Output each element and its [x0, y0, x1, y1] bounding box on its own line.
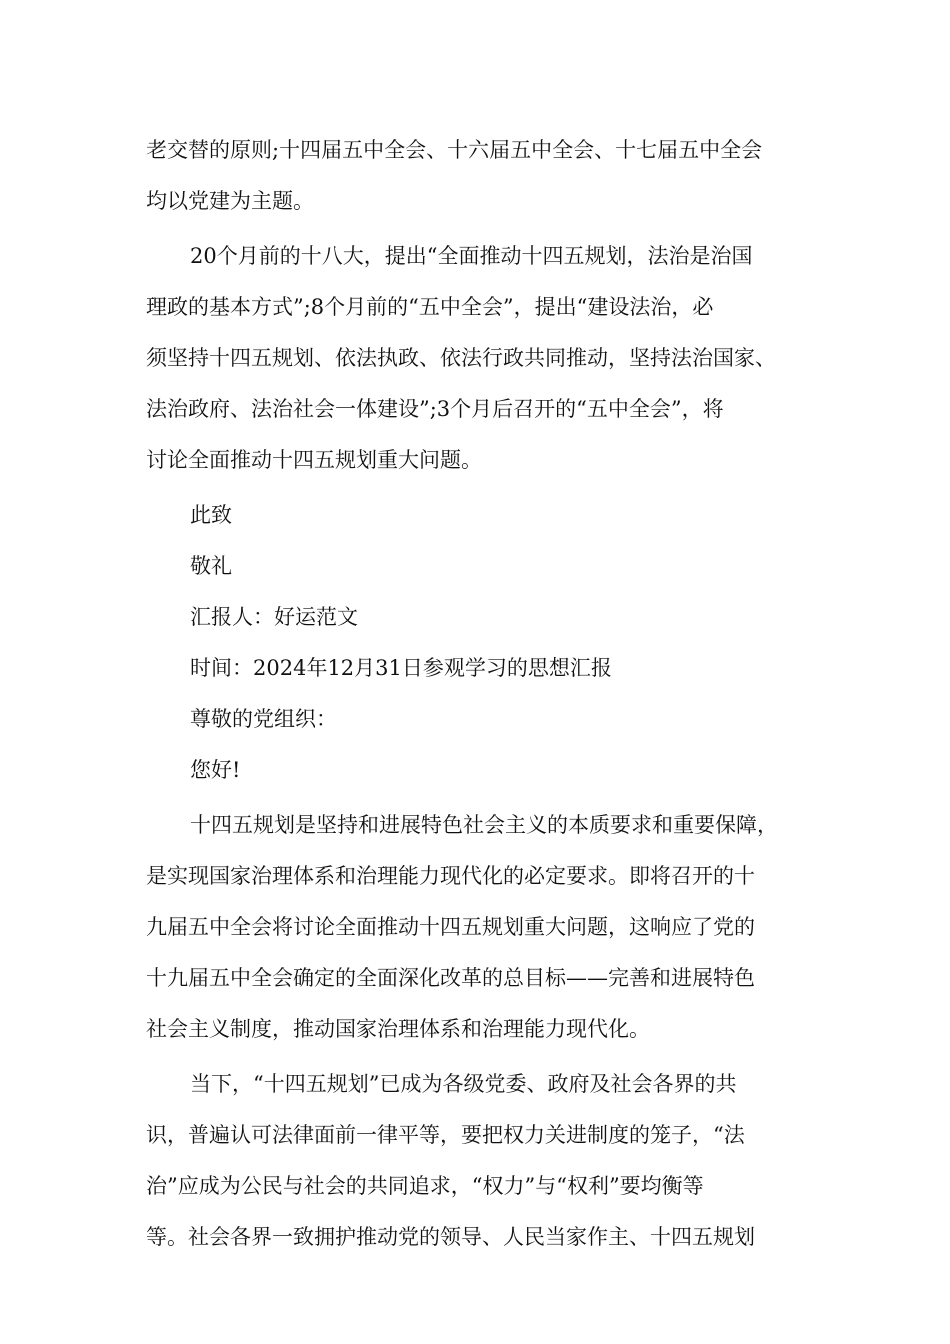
paragraph-2: [146, 231, 811, 486]
text-line: 您好!: [190, 758, 241, 782]
reporter-line: [146, 592, 811, 643]
text-line: 十四五规划是坚持和进展特色社会主义的本质要求和重要保障，: [190, 813, 778, 837]
text-line: 当下，“十四五规划”已成为各级党委、政府及社会各界的共: [190, 1072, 737, 1096]
paragraph-4: [146, 1059, 811, 1263]
closing-regards: [146, 541, 811, 592]
text-line: 讨论全面推动十四五规划重大问题。: [146, 448, 482, 472]
text-line: 老交替的原则;十四届五中全会、十六届五中全会、十七届五中全会: [146, 138, 763, 162]
paragraph-3: [146, 800, 811, 1055]
text-line: 法治政府、法治社会一体建设”;3个月后召开的“五中全会”，将: [146, 397, 724, 421]
text-line: 是实现国家治理体系和治理能力现代化的必定要求。即将召开的十: [146, 864, 755, 888]
text-line: 敬礼: [190, 554, 232, 578]
text-line: 治”应成为公民与社会的共同追求，“权力”与“权利”要均衡等: [146, 1174, 704, 1198]
text-line: 此致: [190, 503, 232, 527]
text-line: 九届五中全会将讨论全面推动十四五规划重大问题，这响应了党的: [146, 915, 755, 939]
greeting-addressee: [146, 694, 811, 745]
text-line: 尊敬的党组织：: [190, 707, 337, 731]
text-line: 时间：2024年12月31日参观学习的思想汇报: [190, 656, 612, 680]
text-line: 社会主义制度，推动国家治理体系和治理能力现代化。: [146, 1017, 650, 1041]
text-line: 识，普遍认可法律面前一律平等，要把权力关进制度的笼子，“法: [146, 1123, 745, 1147]
text-line: 须坚持十四五规划、依法执政、依法行政共同推动，坚持法治国家、: [146, 346, 776, 370]
text-line: 均以党建为主题。: [146, 189, 314, 213]
date-line: [146, 643, 811, 694]
text-line: 十九届五中全会确定的全面深化改革的总目标——完善和进展特色: [146, 966, 755, 990]
greeting: [146, 745, 811, 796]
paragraph-1: [146, 125, 811, 227]
text-line: 理政的基本方式”;8个月前的“五中全会”，提出“建设法治，必: [146, 295, 714, 319]
text-line: 汇报人：好运范文: [190, 605, 358, 629]
text-line: 20个月前的十八大，提出“全面推动十四五规划，法治是治国: [190, 244, 753, 268]
closing-salutation: [146, 490, 811, 541]
text-line: 等。社会各界一致拥护推动党的领导、人民当家作主、十四五规划: [146, 1225, 755, 1249]
document-body: [146, 125, 811, 1263]
